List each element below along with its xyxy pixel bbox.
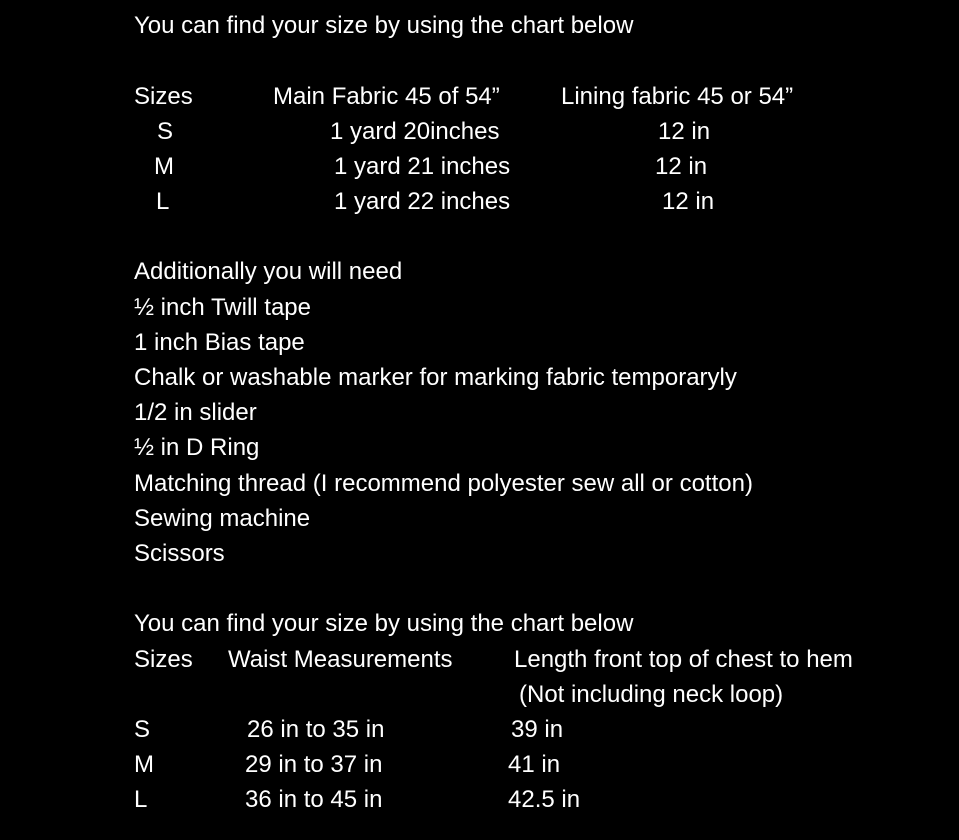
size-header-length: Length front top of chest to hem xyxy=(514,646,853,673)
intro-text-2: You can find your size by using the chart below xyxy=(134,610,634,637)
fabric-row-main: 1 yard 22 inches xyxy=(334,188,511,215)
fabric-row-size: M xyxy=(154,153,174,180)
fabric-row-lining: 12 in xyxy=(658,118,711,145)
intro-text-1: You can find your size by using the chart below xyxy=(134,12,634,39)
list-item: 1 inch Bias tape xyxy=(134,329,305,356)
fabric-row-size: L xyxy=(156,188,170,215)
size-row-length: 42.5 in xyxy=(508,786,581,813)
list-item: Scissors xyxy=(134,540,225,567)
size-row-length: 39 in xyxy=(511,716,564,743)
size-row-waist: 29 in to 37 in xyxy=(245,751,383,778)
list-item: 1/2 in slider xyxy=(134,399,257,426)
fabric-header-main: Main Fabric 45 of 54” xyxy=(273,83,500,110)
size-header-waist: Waist Measurements xyxy=(228,646,453,673)
size-row-waist: 36 in to 45 in xyxy=(245,786,383,813)
list-item: ½ inch Twill tape xyxy=(134,294,311,321)
list-item: Sewing machine xyxy=(134,505,311,532)
list-item: Matching thread (I recommend polyester sew all or cotton) xyxy=(134,470,753,497)
fabric-header-lining: Lining fabric 45 or 54” xyxy=(561,83,794,110)
size-row-size: L xyxy=(134,786,148,813)
size-row-size: S xyxy=(134,716,151,743)
additional-heading: Additionally you will need xyxy=(134,258,403,285)
fabric-header-sizes: Sizes xyxy=(134,83,193,110)
size-row-size: M xyxy=(134,751,154,778)
fabric-row-size: S xyxy=(157,118,174,145)
fabric-row-lining: 12 in xyxy=(662,188,715,215)
size-header-sizes: Sizes xyxy=(134,646,193,673)
size-row-length: 41 in xyxy=(508,751,561,778)
list-item: ½ in D Ring xyxy=(134,434,260,461)
fabric-row-main: 1 yard 21 inches xyxy=(334,153,511,180)
fabric-row-lining: 12 in xyxy=(655,153,708,180)
size-row-waist: 26 in to 35 in xyxy=(247,716,385,743)
size-subheader: (Not including neck loop) xyxy=(519,681,784,708)
fabric-row-main: 1 yard 20inches xyxy=(330,118,500,145)
list-item: Chalk or washable marker for marking fabric temporaryly xyxy=(134,364,737,391)
